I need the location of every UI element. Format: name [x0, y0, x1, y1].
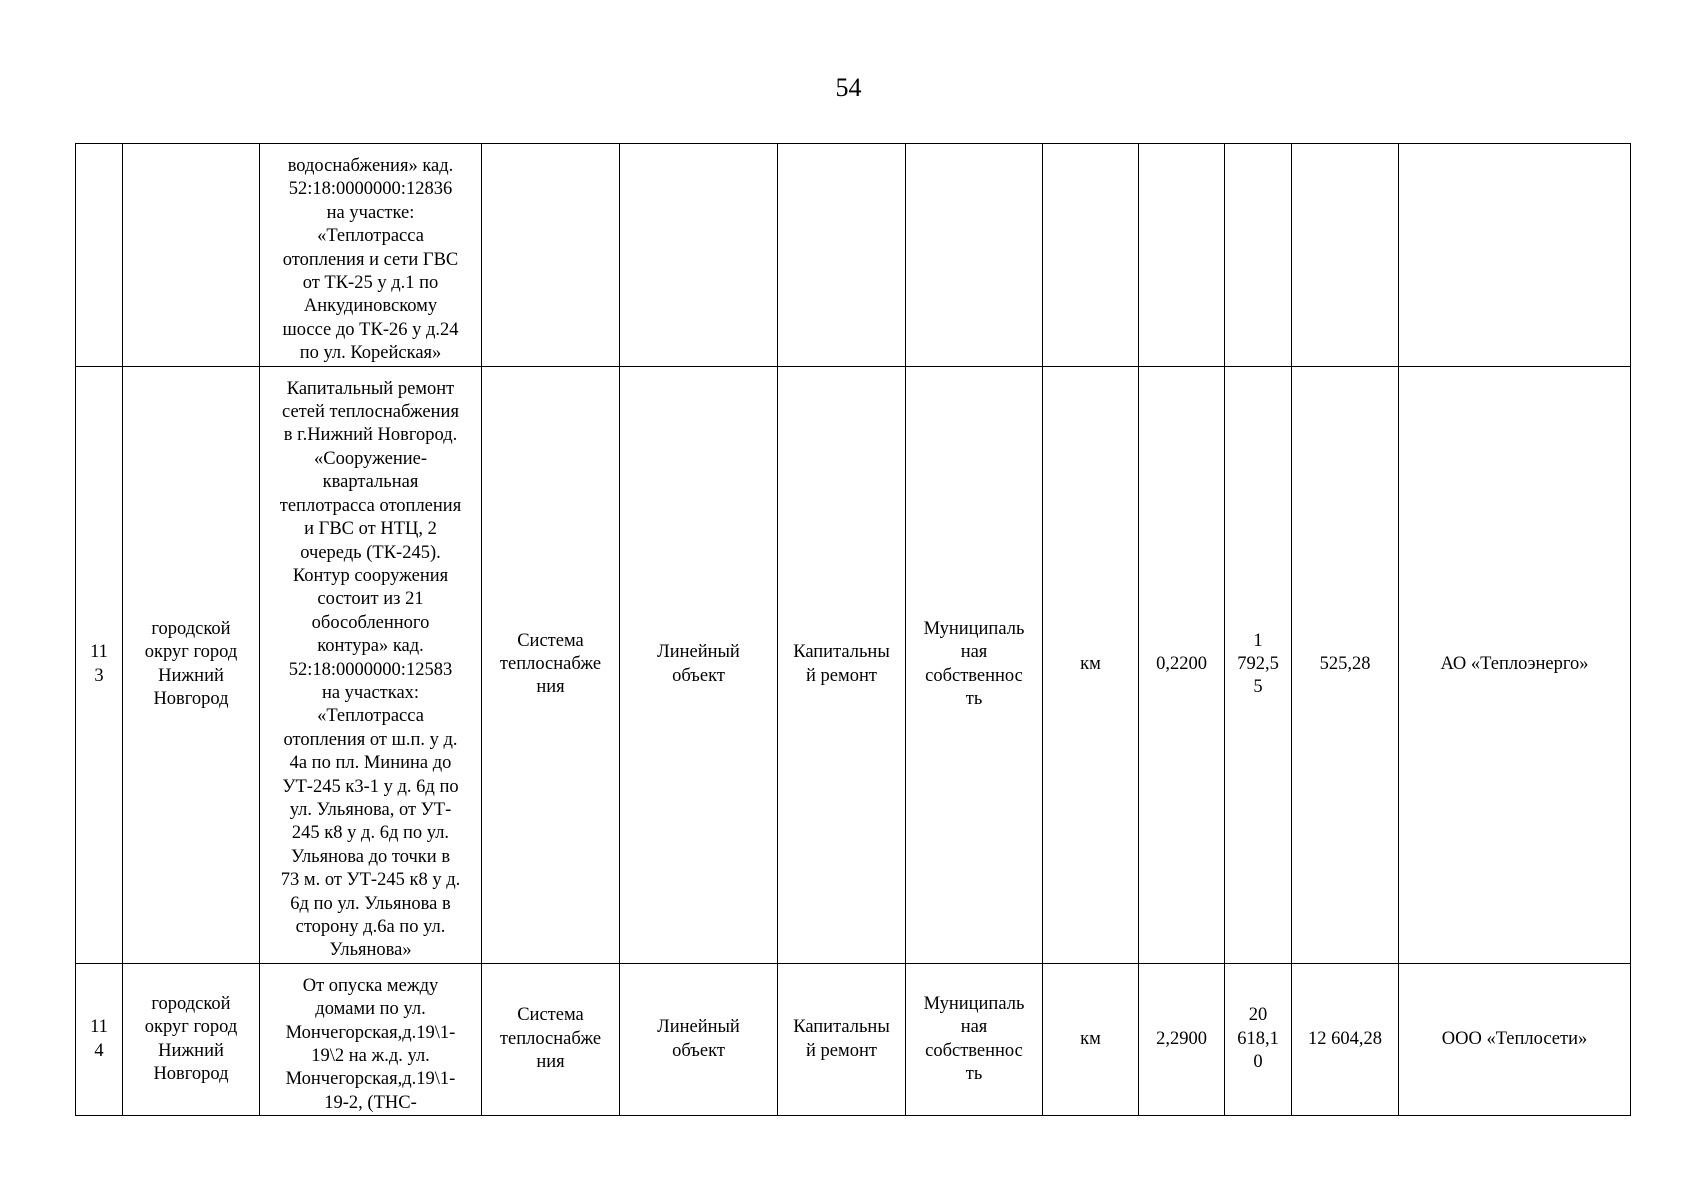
table-row [76, 963, 1631, 1115]
work-type-cell [778, 144, 906, 367]
description-cell: От опуска между домами по ул. Мончегорская,д.19\1- 19\2 на ж.д. ул. Мончегорская,д.19\1- 19-2, (ТНС- [260, 963, 482, 1115]
length-cell: 2,2900 [1139, 963, 1225, 1115]
ownership-cell: Муниципаль ная собственнос ть [906, 366, 1043, 963]
cost2-cell: 12 604,28 [1292, 963, 1399, 1115]
length-cell [1139, 144, 1225, 367]
work-type-cell: Капитальны й ремонт [778, 963, 906, 1115]
registry-table [75, 143, 1631, 1116]
work-type-cell: Капитальны й ремонт [778, 366, 906, 963]
territory-cell: городской округ город Нижний Новгород [123, 963, 260, 1115]
cost-cell: 20 618,1 0 [1225, 963, 1292, 1115]
organization-cell [1399, 144, 1631, 367]
cost-cell: 1 792,5 5 [1225, 366, 1292, 963]
territory-cell: городской округ город Нижний Новгород [123, 366, 260, 963]
organization-cell: ООО «Теплосети» [1399, 963, 1631, 1115]
system-cell: Система теплоснабже ния [482, 366, 620, 963]
cost-cell [1225, 144, 1292, 367]
system-cell [482, 144, 620, 367]
object-type-cell: Линейный объект [620, 366, 778, 963]
cost2-cell: 525,28 [1292, 366, 1399, 963]
object-type-cell: Линейный объект [620, 963, 778, 1115]
unit-cell: км [1043, 366, 1139, 963]
row-number-cell [76, 144, 123, 367]
page-number: 54 [835, 73, 862, 102]
unit-cell: км [1043, 963, 1139, 1115]
table-row [76, 366, 1631, 963]
table-row [76, 144, 1631, 367]
description-cell: Капитальный ремонт сетей теплоснабжения в г.Нижний Новгород. «Сооружение- квартальная теплотрасса отопления и ГВС от НТЦ, 2 очередь (ТК-245). Контур сооружения состоит из 21 обособленного контура» кад. 52:18:0000000:12583 на участках: «Теплотрасса отопления от ш.п. у д. 4а по пл. Минина до УТ-245 к3-1 у д. 6д по ул. Ульянова, от УТ- 245 к8 у д. 6д по ул. Ульянова до точки в 73 м. от УТ-245 к8 у д. 6д по ул. Ульянова в сторону д.6а по ул. Ульянова» [260, 366, 482, 963]
row-number-cell: 11 4 [76, 963, 123, 1115]
description-cell: водоснабжения» кад. 52:18:0000000:12836 на участке: «Теплотрасса отопления и сети ГВС от ТК-25 у д.1 по Анкудиновскому шоссе до ТК-26 у д.24 по ул. Корейская» [260, 144, 482, 367]
length-cell: 0,2200 [1139, 366, 1225, 963]
organization-cell: АО «Теплоэнерго» [1399, 366, 1631, 963]
territory-cell [123, 144, 260, 367]
system-cell: Система теплоснабже ния [482, 963, 620, 1115]
row-number-cell: 11 3 [76, 366, 123, 963]
cost2-cell [1292, 144, 1399, 367]
ownership-cell [906, 144, 1043, 367]
ownership-cell: Муниципаль ная собственнос ть [906, 963, 1043, 1115]
object-type-cell [620, 144, 778, 367]
unit-cell [1043, 144, 1139, 367]
